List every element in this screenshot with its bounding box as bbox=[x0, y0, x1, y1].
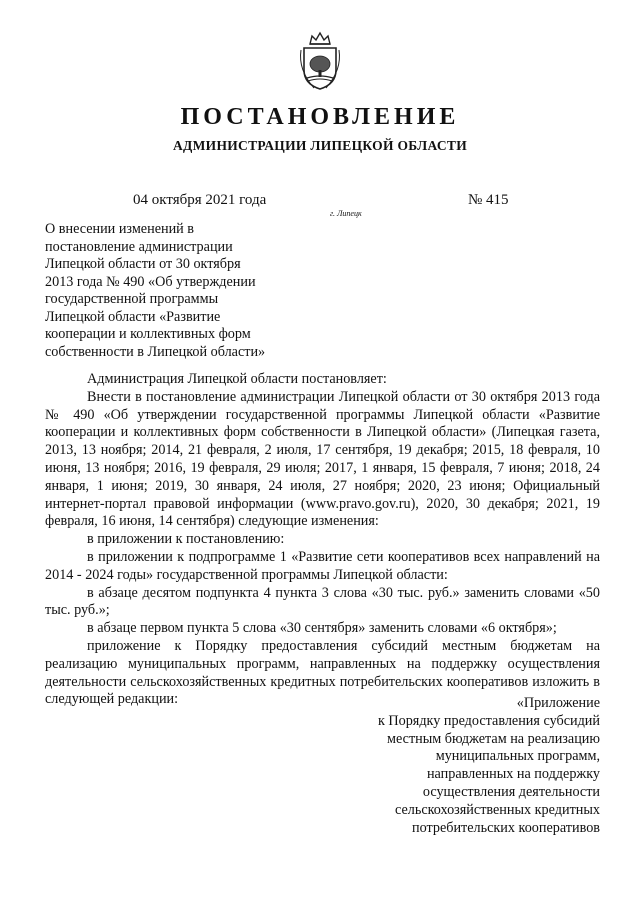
document-date: 04 октября 2021 года bbox=[133, 192, 267, 208]
issuing-authority: АДМИНИСТРАЦИИ ЛИПЕЦКОЙ ОБЛАСТИ bbox=[172, 138, 468, 153]
body-paragraph: в приложении к подпрограмме 1 «Развитие сети кооперативов всех направлений на 2014 - 2024 годы» государственной программы Липецкой области: bbox=[45, 548, 600, 583]
body-paragraph: в абзаце первом пункта 5 слова «30 сентября» заменить словами «6 октября»; bbox=[87, 620, 557, 637]
subject-line: 2013 года № 490 «Об утверждении bbox=[45, 273, 256, 290]
coat-of-arms-icon bbox=[296, 30, 344, 92]
document-number: № 415 bbox=[468, 192, 509, 208]
appendix-line: направленных на поддержку bbox=[426, 766, 600, 783]
appendix-line: потребительских кооперативов bbox=[411, 819, 600, 836]
subject-line: Липецкой области «Развитие bbox=[45, 308, 221, 325]
subject-line: кооперации и коллективных форм bbox=[45, 326, 251, 342]
subject-line: государственной программы bbox=[45, 291, 219, 307]
appendix-heading bbox=[378, 695, 600, 837]
subject-line: Липецкой области от 30 октября bbox=[45, 256, 241, 272]
appendix-line: осуществления деятельности bbox=[422, 783, 600, 800]
body-paragraph: в приложении к постановлению: bbox=[87, 531, 285, 548]
body-paragraph: приложение к Порядку предоставления субсидий местным бюджетам на реализацию муниципальных программ, направленных на поддержку осуществления деятельности сельскохозяйственных кредитных потребительских кооперативов изложить в следующей редакции: bbox=[45, 637, 600, 708]
document-subject bbox=[45, 221, 285, 361]
appendix-line: сельскохозяйственных кредитных bbox=[395, 801, 600, 818]
document-body bbox=[45, 371, 600, 709]
body-paragraph: в абзаце десятом подпункта 4 пункта 3 слова «30 тыс. руб.» заменить словами «50 тыс. руб.»; bbox=[45, 584, 600, 619]
subject-line: постановление администрации bbox=[45, 238, 233, 255]
appendix-line: «Приложение bbox=[516, 695, 600, 711]
body-paragraph: Администрация Липецкой области постановляет: bbox=[87, 371, 387, 387]
appendix-line: муниципальных программ, bbox=[435, 748, 600, 765]
body-paragraph: Внести в постановление администрации Липецкой области от 30 октября 2013 года № 490 «Об утверждении государственной программы Липецкой области «Развитие кооперации и коллективных форм собственности в Липецкой области» (Липецкая газета, 2013, 13 ноября; 2014, 21 февраля, 2 июля, 17 сентября, 19 декабря; 2015, 18 февраля, 10 июня, 13 ноября; 2016, 19 февраля, 29 июля; 2017, 1 января, 15 февраля, 7 июня; 2018, 24 января, 1 июня; 2019, 30 января, 24 июля, 27 ноября; 2020, 23 июня; Официальный интернет-портал правовой информации (www.pravo.gov.ru), 2020, 30 декабря; 2021, 19 февраля, 16 июня, 14 сентября) следующие изменения: bbox=[45, 388, 600, 530]
appendix-line: местным бюджетам на реализацию bbox=[387, 730, 600, 747]
document-city: г. Липецк bbox=[330, 209, 362, 218]
subject-line: О внесении изменений в bbox=[45, 221, 195, 237]
document-title: ПОСТАНОВЛЕНИЕ bbox=[180, 104, 460, 130]
subject-line: собственности в Липецкой области» bbox=[45, 343, 266, 360]
appendix-line: к Порядку предоставления субсидий bbox=[377, 712, 600, 729]
